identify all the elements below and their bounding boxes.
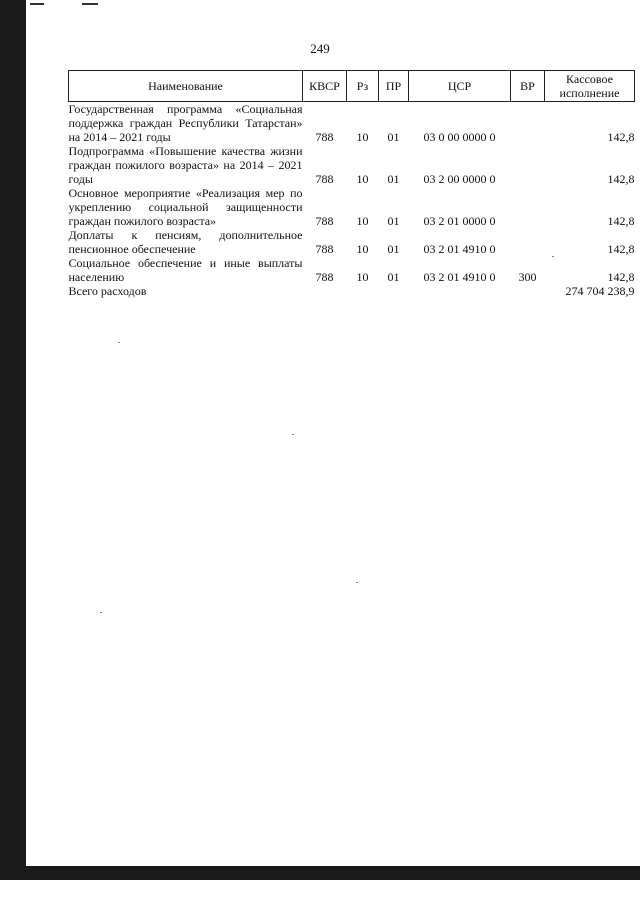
header-vr: ВР: [511, 71, 545, 102]
scan-mark: [30, 3, 44, 5]
row-vr: 300: [518, 270, 537, 284]
row-rz: 10: [356, 270, 369, 284]
row-amount: 142,8: [607, 242, 635, 256]
row-pr: 01: [387, 242, 400, 256]
scan-speck: [292, 434, 294, 435]
total-label: Всего расходов: [68, 284, 147, 298]
row-csr: 03 2 01 4910 0: [423, 270, 496, 284]
expenditure-table: [68, 70, 635, 298]
row-kvsr: 788: [315, 242, 334, 256]
row-name: Государственная программа «Социальная поддержка граждан Республики Татарстан» на 2014 – 2021 годы: [68, 102, 303, 144]
row-name: Подпрограмма «Повышение качества жизни граждан пожилого возраста» на 2014 – 2021 годы: [68, 144, 303, 186]
header-name: Наименование: [69, 71, 303, 102]
table-row: [69, 102, 635, 145]
row-csr: 03 0 00 0000 0: [423, 130, 496, 144]
scan-speck: [552, 256, 554, 257]
row-kvsr: 788: [315, 130, 334, 144]
table-header-row: [69, 71, 635, 102]
row-amount: 142,8: [607, 214, 635, 228]
scan-speck: [118, 342, 120, 343]
scan-bottom-edge: [0, 866, 640, 880]
total-row: [69, 284, 635, 298]
row-rz: 10: [356, 172, 369, 186]
row-rz: 10: [356, 214, 369, 228]
row-amount: 142,8: [607, 270, 635, 284]
row-vr: [511, 102, 545, 145]
row-vr: [511, 144, 545, 186]
row-csr: 03 2 01 4910 0: [423, 242, 496, 256]
row-amount: 142,8: [607, 172, 635, 186]
row-kvsr: 788: [315, 270, 334, 284]
header-pr: ПР: [379, 71, 409, 102]
total-amount: 274 704 238,9: [565, 284, 635, 298]
scan-speck: [356, 582, 358, 583]
row-csr: 03 2 00 0000 0: [423, 172, 496, 186]
row-pr: 01: [387, 172, 400, 186]
header-csr: ЦСР: [409, 71, 511, 102]
table-row: [69, 186, 635, 228]
row-rz: 10: [356, 242, 369, 256]
scan-speck: [100, 612, 102, 613]
row-name: Доплаты к пенсиям, дополнительное пенсионное обеспечение: [68, 228, 303, 256]
row-kvsr: 788: [315, 214, 334, 228]
scan-left-edge: [0, 0, 26, 876]
page-number: 249: [310, 41, 330, 56]
row-name: Основное мероприятие «Реализация мер по укреплению социальной защищенности граждан пожилого возраста»: [68, 186, 303, 228]
row-pr: 01: [387, 130, 400, 144]
scan-mark: [82, 3, 98, 5]
row-kvsr: 788: [315, 172, 334, 186]
row-name: Социальное обеспечение и иные выплаты населению: [68, 256, 303, 284]
table-row: [69, 228, 635, 256]
row-amount: 142,8: [607, 130, 635, 144]
header-execution: Кассовое исполнение: [545, 71, 635, 102]
table-row: [69, 256, 635, 284]
table-row: [69, 144, 635, 186]
header-kvsr: КВСР: [303, 71, 347, 102]
header-rz: Рз: [347, 71, 379, 102]
row-vr: [511, 228, 545, 256]
row-pr: 01: [387, 270, 400, 284]
row-vr: [511, 186, 545, 228]
row-csr: 03 2 01 0000 0: [423, 214, 496, 228]
row-rz: 10: [356, 130, 369, 144]
row-pr: 01: [387, 214, 400, 228]
